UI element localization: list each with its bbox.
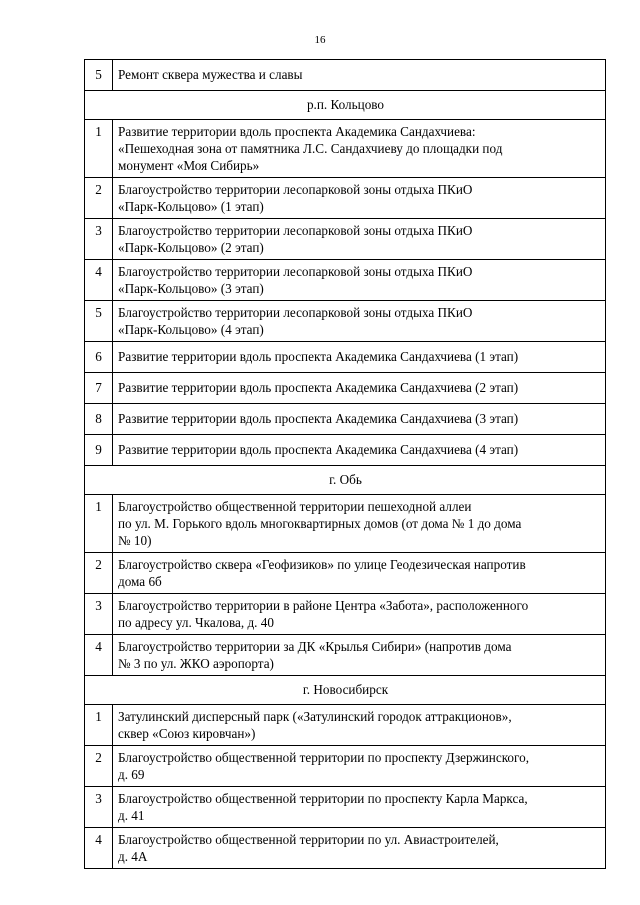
description-line: «Парк-Кольцово» (4 этап) [118,322,264,337]
description-line: Благоустройство сквера «Геофизиков» по улице Геодезическая напротив [118,557,526,572]
table-row [85,746,606,787]
description-line: Благоустройство территории лесопарковой зоны отдыха ПКиО [118,223,473,238]
row-number: 4 [85,828,113,869]
description-line: Благоустройство территории лесопарковой зоны отдыха ПКиО [118,182,473,197]
description-line: д. 69 [118,767,145,782]
description-line: «Парк-Кольцово» (3 этап) [118,281,264,296]
row-description [113,178,606,219]
row-description [113,594,606,635]
description-line: Благоустройство общественной территории по проспекту Карла Маркса, [118,791,528,806]
description-line: «Парк-Кольцово» (2 этап) [118,240,264,255]
description-line: № 3 по ул. ЖКО аэропорта) [118,656,274,671]
row-number: 3 [85,594,113,635]
table-row [85,373,606,404]
row-number: 3 [85,219,113,260]
row-description [113,787,606,828]
row-number: 2 [85,178,113,219]
row-number: 9 [85,435,113,466]
row-description [113,301,606,342]
description-line: «Пешеходная зона от памятника Л.С. Сандахчиеву до площадки под [118,141,503,156]
row-number: 4 [85,260,113,301]
table-row [85,495,606,553]
description-line: Благоустройство общественной территории пешеходной аллеи [118,499,472,514]
description-line: Благоустройство территории лесопарковой зоны отдыха ПКиО [118,305,473,320]
row-number: 1 [85,120,113,178]
description-line: Благоустройство территории в районе Центра «Забота», расположенного [118,598,529,613]
row-number: 5 [85,301,113,342]
table-row [85,219,606,260]
section-title: р.п. Кольцово [85,91,606,120]
description-line: монумент «Моя Сибирь» [118,158,260,173]
row-number: 1 [85,705,113,746]
row-description [113,60,606,91]
row-description [113,373,606,404]
table-row [85,787,606,828]
row-description [113,219,606,260]
row-number: 2 [85,553,113,594]
section-title: г. Новосибирск [85,676,606,705]
row-description [113,705,606,746]
table-row [85,120,606,178]
table-row [85,301,606,342]
table-row [85,553,606,594]
row-description [113,435,606,466]
description-line: Благоустройство общественной территории по ул. Авиастроителей, [118,832,499,847]
row-number: 3 [85,787,113,828]
row-number: 4 [85,635,113,676]
row-number: 1 [85,495,113,553]
description-line: Развитие территории вдоль проспекта Академика Сандахчиева (2 этап) [118,380,519,395]
table-row [85,60,606,91]
table-row [85,342,606,373]
description-line: Развитие территории вдоль проспекта Академика Сандахчиева: [118,124,476,139]
row-description [113,404,606,435]
description-line: Развитие территории вдоль проспекта Академика Сандахчиева (1 этап) [118,349,519,364]
description-line: сквер «Союз кировчан») [118,726,256,741]
row-description [113,635,606,676]
row-description [113,342,606,373]
row-description [113,120,606,178]
row-number: 6 [85,342,113,373]
table-row [85,594,606,635]
row-description [113,828,606,869]
description-line: «Парк-Кольцово» (1 этап) [118,199,264,214]
section-row [85,91,606,120]
description-line: Благоустройство территории за ДК «Крылья Сибири» (напротив дома [118,639,512,654]
territory-list-table [84,59,606,869]
description-line: д. 41 [118,808,145,823]
section-row [85,676,606,705]
table-row [85,828,606,869]
section-title: г. Обь [85,466,606,495]
row-description [113,260,606,301]
description-line: № 10) [118,533,152,548]
row-number: 2 [85,746,113,787]
description-line: Затулинский дисперсный парк («Затулинский городок аттракционов», [118,709,512,724]
section-row [85,466,606,495]
row-number: 7 [85,373,113,404]
description-line: д. 4А [118,849,148,864]
table-row [85,178,606,219]
description-line: по адресу ул. Чкалова, д. 40 [118,615,274,630]
row-description [113,553,606,594]
table-row [85,404,606,435]
description-line: Ремонт сквера мужества и славы [118,67,303,82]
table-row [85,635,606,676]
description-line: Благоустройство территории лесопарковой зоны отдыха ПКиО [118,264,473,279]
description-line: по ул. М. Горького вдоль многоквартирных домов (от дома № 1 до дома [118,516,522,531]
description-line: дома 6б [118,574,162,589]
page-number: 16 [314,34,326,46]
table-row [85,435,606,466]
table-row [85,260,606,301]
row-description [113,495,606,553]
row-number: 8 [85,404,113,435]
table-row [85,705,606,746]
table-body [85,60,606,869]
description-line: Развитие территории вдоль проспекта Академика Сандахчиева (3 этап) [118,411,519,426]
description-line: Развитие территории вдоль проспекта Академика Сандахчиева (4 этап) [118,442,519,457]
description-line: Благоустройство общественной территории по проспекту Дзержинского, [118,750,529,765]
row-number: 5 [85,60,113,91]
row-description [113,746,606,787]
